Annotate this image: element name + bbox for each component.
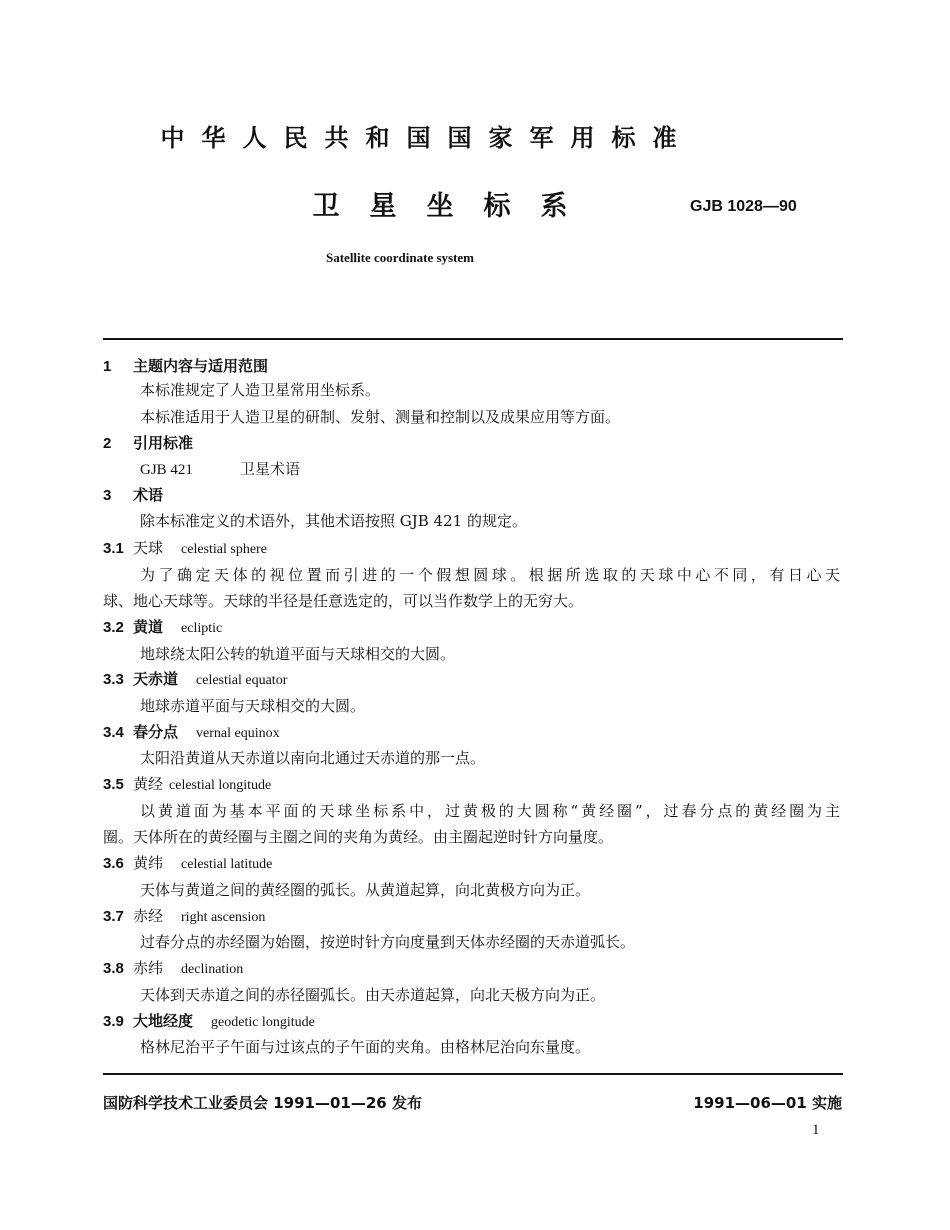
term-heading: 3.8 赤纬 declination: [103, 959, 244, 977]
term-definition: 天体与黄道之间的黄经圈的弧长。从黄道起算，向北黄极方向为正。: [140, 881, 591, 899]
section-3-heading: 3 术语: [103, 486, 164, 504]
section-1-para-1: 本标准规定了人造卫星常用坐标系。: [140, 381, 381, 399]
term-heading: 3.6 黄纬 celestial latitude: [103, 854, 273, 872]
term-heading: 3.1 天球 celestial sphere: [103, 539, 267, 557]
org-title: 中华人民共和国国家军用标准: [160, 124, 694, 152]
issue-statement: 国防科学技术工业委员会 1991—01—26 发布: [103, 1094, 422, 1112]
term-definition: 为了确定天体的视位置而引进的一个假想圆球。根据所选取的天球中心不同，有日心天: [140, 566, 840, 584]
term-heading: 3.5 黄经 celestial longitude: [103, 775, 272, 793]
term-heading: 3.2 黄道 ecliptic: [103, 618, 223, 636]
term-definition: 天体到天赤道之间的赤径圈弧长。由天赤道起算，向北天极方向为正。: [140, 986, 606, 1004]
section-1-para-2: 本标准适用于人造卫星的研制、发射、测量和控制以及成果应用等方面。: [140, 408, 621, 426]
section-3-para-1: 除本标准定义的术语外，其他术语按照 GJB 421 的规定。: [140, 512, 527, 530]
section-2-heading: 2 引用标准: [103, 434, 194, 452]
effective-date: 1991—06—01 实施: [693, 1094, 842, 1112]
term-heading: 3.9 大地经度 geodetic longitude: [103, 1012, 315, 1030]
bottom-divider: [103, 1073, 843, 1075]
term-definition: 太阳沿黄道从天赤道以南向北通过天赤道的那一点。: [140, 749, 486, 767]
standard-code: GJB 1028—90: [690, 198, 797, 215]
term-definition-cont: 球、地心天球等。天球的半径是任意选定的，可以当作数学上的无穷大。: [103, 592, 584, 610]
term-definition: 过春分点的赤经圈为始圈，按逆时针方向度量到天体赤经圈的天赤道弧长。: [140, 933, 636, 951]
reference-code: GJB 421: [140, 462, 193, 478]
term-heading: 3.3 天赤道 celestial equator: [103, 670, 288, 688]
term-definition: 地球绕太阳公转的轨道平面与天球相交的大圆。: [140, 645, 456, 663]
term-definition: 地球赤道平面与天球相交的大圆。: [140, 697, 366, 715]
term-definition-cont: 圈。天体所在的黄经圈与主圈之间的夹角为黄经。由主圈起逆时针方向量度。: [103, 828, 614, 846]
reference-title: 卫星术语: [240, 460, 301, 478]
term-heading: 3.4 春分点 vernal equinox: [103, 723, 280, 741]
top-divider: [103, 338, 843, 340]
term-definition: 格林尼治平子午面与过该点的子午面的夹角。由格林尼治向东量度。: [140, 1038, 591, 1056]
english-title: Satellite coordinate system: [325, 250, 475, 265]
page-number: 1: [812, 1122, 820, 1138]
section-1-heading: 1 主题内容与适用范围: [103, 357, 269, 375]
term-heading: 3.7 赤经 right ascension: [103, 907, 266, 925]
document-title: 卫星坐标系: [312, 191, 598, 222]
term-definition: 以黄道面为基本平面的天球坐标系中，过黄极的大圆称“黄经圈”，过春分点的黄经圈为主: [140, 802, 840, 820]
reference-entry: [140, 459, 300, 480]
